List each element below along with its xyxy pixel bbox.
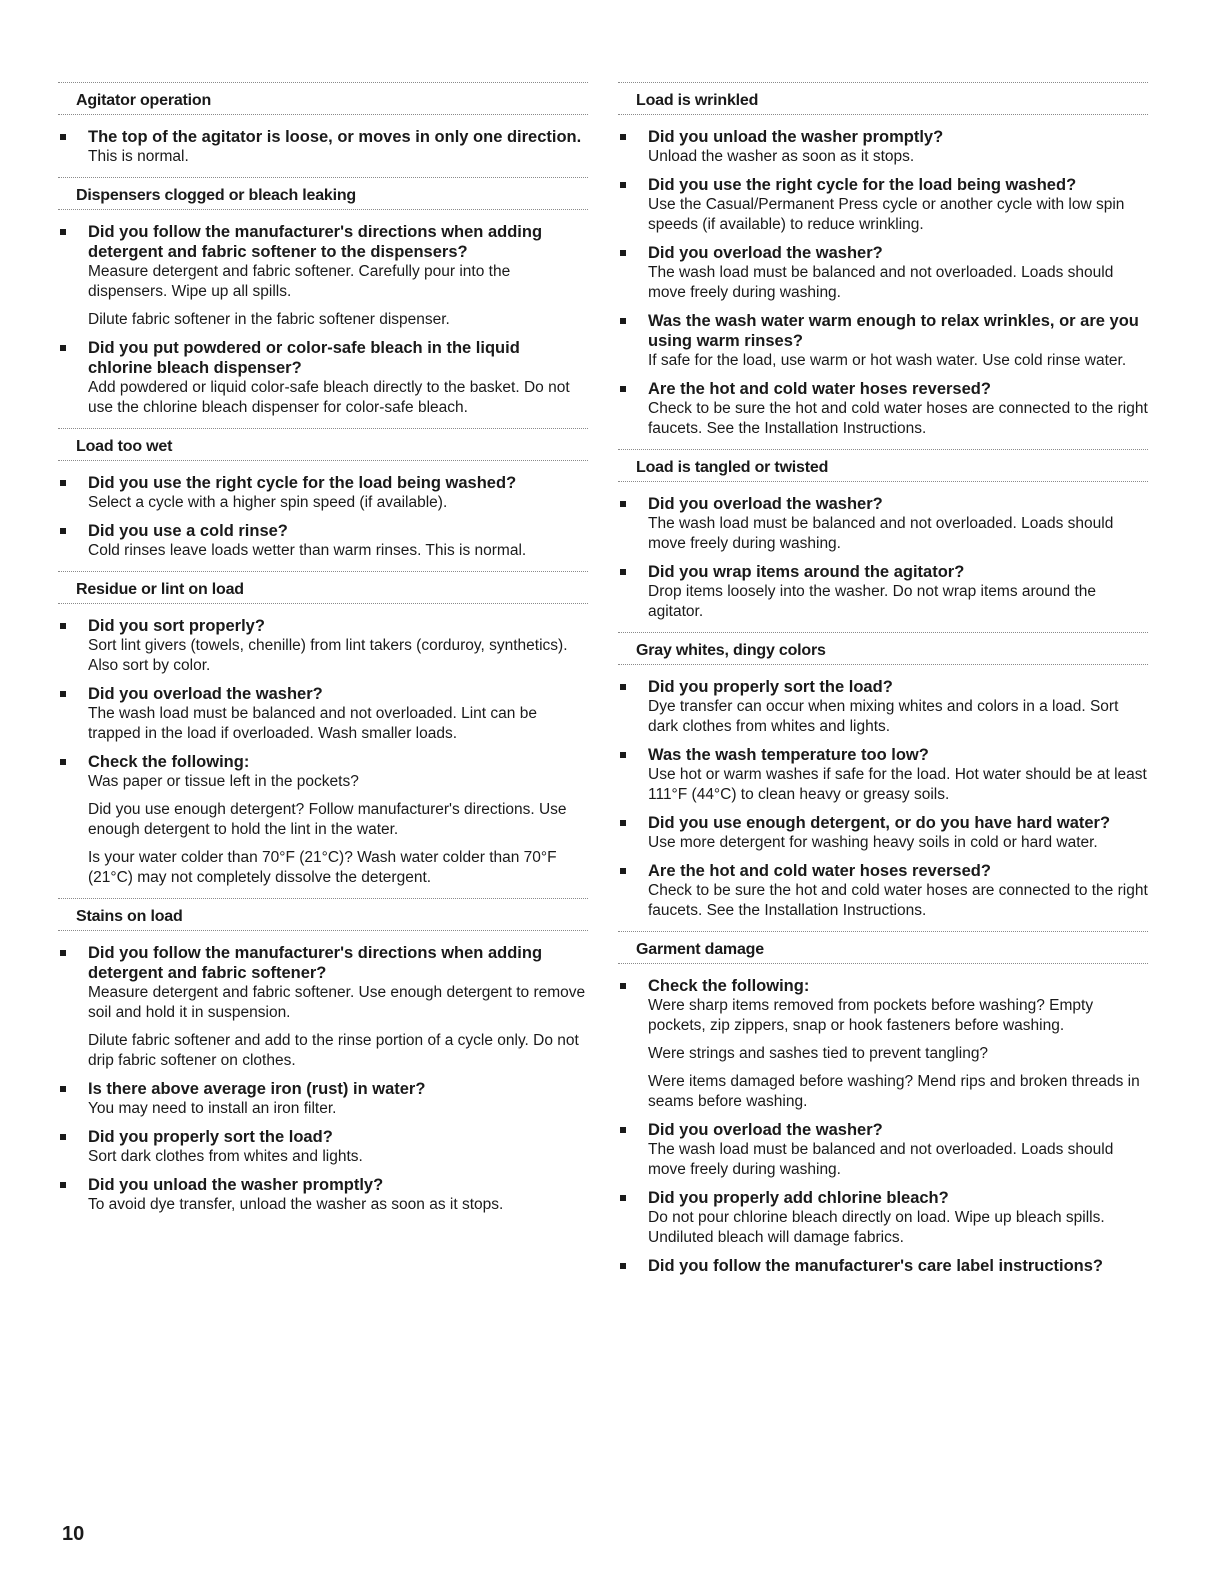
troubleshooting-item [58,1127,588,1167]
question: Was the wash water warm enough to relax wrinkles, or are you using warm rinses? [648,312,1139,350]
question: Are the hot and cold water hoses reversed? [648,380,991,398]
question: Are the hot and cold water hoses reversed? [648,862,991,880]
answer-text: Did you use enough detergent? Follow manufacturer's directions. Use enough detergent to hold the lint in the water. [88,801,567,838]
bullet-icon [620,983,626,989]
answer-text: Dilute fabric softener in the fabric softener dispenser. [88,311,450,328]
bullet-icon [620,250,626,256]
left-column [58,82,588,1225]
troubleshooting-item [618,1256,1148,1276]
question: Did you unload the washer promptly? [88,1176,384,1194]
answer-text: Measure detergent and fabric softener. Use enough detergent to remove soil and hold it in suspension. [88,984,586,1021]
answer-text: Were sharp items removed from pockets before washing? Empty pockets, zip zippers, snap or hook fasteners before washing. [648,997,1094,1034]
bullet-icon [620,318,626,324]
question: Did you properly sort the load? [88,1128,333,1146]
bullet-icon [620,868,626,874]
bullet-icon [620,1195,626,1201]
troubleshooting-item [58,752,588,888]
question: Did you properly sort the load? [648,678,893,696]
section-load-is-wrinkled [618,82,1148,439]
question: Did you overload the washer? [648,495,883,513]
troubleshooting-item [58,338,588,418]
bullet-icon [60,1134,66,1140]
answer-text: Use the Casual/Permanent Press cycle or another cycle with low spin speeds (if available) to reduce wrinkling. [648,196,1125,233]
answer-text: Sort lint givers (towels, chenille) from lint takers (corduroy, synthetics). Also sort by color. [88,637,568,674]
troubleshooting-item [618,243,1148,303]
question: The top of the agitator is loose, or moves in only one direction. [88,128,582,146]
question: Did you put powdered or color-safe bleach in the liquid chlorine bleach dispenser? [88,339,520,377]
question: Did you use the right cycle for the load being washed? [648,176,1077,194]
answer-text: Cold rinses leave loads wetter than warm rinses. This is normal. [88,542,527,559]
answer-text: The wash load must be balanced and not overloaded. Loads should move freely during washing. [648,264,1114,301]
bullet-icon [620,820,626,826]
bullet-icon [620,501,626,507]
section-residue-or-lint-on-load [58,571,588,888]
section-dispensers-clogged-or-bleach-leaking [58,177,588,418]
bullet-icon [60,950,66,956]
answer-text: Drop items loosely into the washer. Do not wrap items around the agitator. [648,583,1097,620]
troubleshooting-item [58,222,588,330]
bullet-icon [60,1086,66,1092]
troubleshooting-item [618,494,1148,554]
answer-text: You may need to install an iron filter. [88,1100,337,1117]
question: Check the following: [648,977,810,995]
troubleshooting-item [618,379,1148,439]
troubleshooting-item [618,813,1148,853]
troubleshooting-item [618,1188,1148,1248]
answer-text: Add powdered or liquid color-safe bleach directly to the basket. Do not use the chlorine bleach dispenser for color-safe bleach. [88,379,570,416]
question: Did you use enough detergent, or do you have hard water? [648,814,1111,832]
section-gray-whites-dingy-colors [618,632,1148,921]
section-load-is-tangled-or-twisted [618,449,1148,622]
answer-text: Use more detergent for washing heavy soils in cold or hard water. [648,834,1098,851]
answer-text: The wash load must be balanced and not overloaded. Loads should move freely during washing. [648,515,1114,552]
troubleshooting-item [618,1120,1148,1180]
answer-text: Check to be sure the hot and cold water hoses are connected to the right faucets. See the Installation Instructions. [648,882,1148,919]
section-heading: Garment damage [618,931,1148,964]
bullet-icon [60,134,66,140]
troubleshooting-item [58,127,588,167]
troubleshooting-item [58,1079,588,1119]
answer-text: Dye transfer can occur when mixing whites and colors in a load. Sort dark clothes from whites and lights. [648,698,1119,735]
troubleshooting-item [618,311,1148,371]
question: Did you use the right cycle for the load being washed? [88,474,517,492]
section-heading: Load is wrinkled [618,82,1148,115]
troubleshooting-item [618,562,1148,622]
section-heading: Dispensers clogged or bleach leaking [58,177,588,210]
bullet-icon [60,1182,66,1188]
question: Did you follow the manufacturer's care label instructions? [648,1257,1104,1275]
troubleshooting-item [58,684,588,744]
section-heading: Load too wet [58,428,588,461]
bullet-icon [60,528,66,534]
troubleshooting-item [58,943,588,1071]
troubleshooting-item [618,861,1148,921]
section-stains-on-load [58,898,588,1215]
section-heading: Load is tangled or twisted [618,449,1148,482]
question: Did you follow the manufacturer's directions when adding detergent and fabric softener? [88,944,543,982]
section-garment-damage [618,931,1148,1276]
troubleshooting-item [618,976,1148,1112]
answer-text: Were items damaged before washing? Mend rips and broken threads in seams before washing. [648,1073,1140,1110]
answer-text: Check to be sure the hot and cold water hoses are connected to the right faucets. See the Installation Instructions. [648,400,1148,437]
question: Did you wrap items around the agitator? [648,563,965,581]
bullet-icon [620,386,626,392]
section-heading: Agitator operation [58,82,588,115]
bullet-icon [620,752,626,758]
answer-text: Sort dark clothes from whites and lights. [88,1148,363,1165]
answer-text: Is your water colder than 70°F (21°C)? Wash water colder than 70°F (21°C) may not completely dissolve the detergent. [88,849,557,886]
answer-text: Unload the washer as soon as it stops. [648,148,915,165]
bullet-icon [60,759,66,765]
answer-text: Select a cycle with a higher spin speed (if available). [88,494,448,511]
troubleshooting-item [618,175,1148,235]
troubleshooting-item [58,521,588,561]
page-number: 10 [62,1523,85,1545]
question: Did you unload the washer promptly? [648,128,944,146]
bullet-icon [60,623,66,629]
bullet-icon [620,182,626,188]
answer-text: Was paper or tissue left in the pockets? [88,773,359,790]
bullet-icon [620,134,626,140]
answer-text: If safe for the load, use warm or hot wash water. Use cold rinse water. [648,352,1127,369]
bullet-icon [620,1127,626,1133]
right-column [618,82,1148,1286]
answer-text: Measure detergent and fabric softener. Carefully pour into the dispensers. Wipe up all spills. [88,263,511,300]
question: Did you use a cold rinse? [88,522,288,540]
section-agitator-operation [58,82,588,167]
answer-text: Dilute fabric softener and add to the rinse portion of a cycle only. Do not drip fabric softener on clothes. [88,1032,579,1069]
answer-text: Were strings and sashes tied to prevent tangling? [648,1045,989,1062]
question: Did you overload the washer? [88,685,323,703]
troubleshooting-item [58,473,588,513]
troubleshooting-item [58,616,588,676]
question: Did you sort properly? [88,617,265,635]
answer-text: To avoid dye transfer, unload the washer as soon as it stops. [88,1196,504,1213]
section-heading: Stains on load [58,898,588,931]
bullet-icon [60,345,66,351]
bullet-icon [60,229,66,235]
section-load-too-wet [58,428,588,561]
troubleshooting-item [618,745,1148,805]
bullet-icon [620,1263,626,1269]
section-heading: Gray whites, dingy colors [618,632,1148,665]
bullet-icon [620,684,626,690]
troubleshooting-item [58,1175,588,1215]
question: Check the following: [88,753,250,771]
answer-text: This is normal. [88,148,189,165]
question: Did you follow the manufacturer's directions when adding detergent and fabric softener to the dispensers? [88,223,543,261]
question: Did you overload the washer? [648,1121,883,1139]
answer-text: The wash load must be balanced and not overloaded. Lint can be trapped in the load if overloaded. Wash smaller loads. [88,705,537,742]
bullet-icon [60,691,66,697]
troubleshooting-item [618,127,1148,167]
question: Did you properly add chlorine bleach? [648,1189,949,1207]
answer-text: The wash load must be balanced and not overloaded. Loads should move freely during washing. [648,1141,1114,1178]
question: Did you overload the washer? [648,244,883,262]
question: Is there above average iron (rust) in water? [88,1080,426,1098]
answer-text: Do not pour chlorine bleach directly on load. Wipe up bleach spills. Undiluted bleach will damage fabrics. [648,1209,1105,1246]
answer-text: Use hot or warm washes if safe for the load. Hot water should be at least 111°F (44°C) to clean heavy or greasy soils. [648,766,1147,803]
bullet-icon [60,480,66,486]
section-heading: Residue or lint on load [58,571,588,604]
bullet-icon [620,569,626,575]
question: Was the wash temperature too low? [648,746,929,764]
troubleshooting-item [618,677,1148,737]
